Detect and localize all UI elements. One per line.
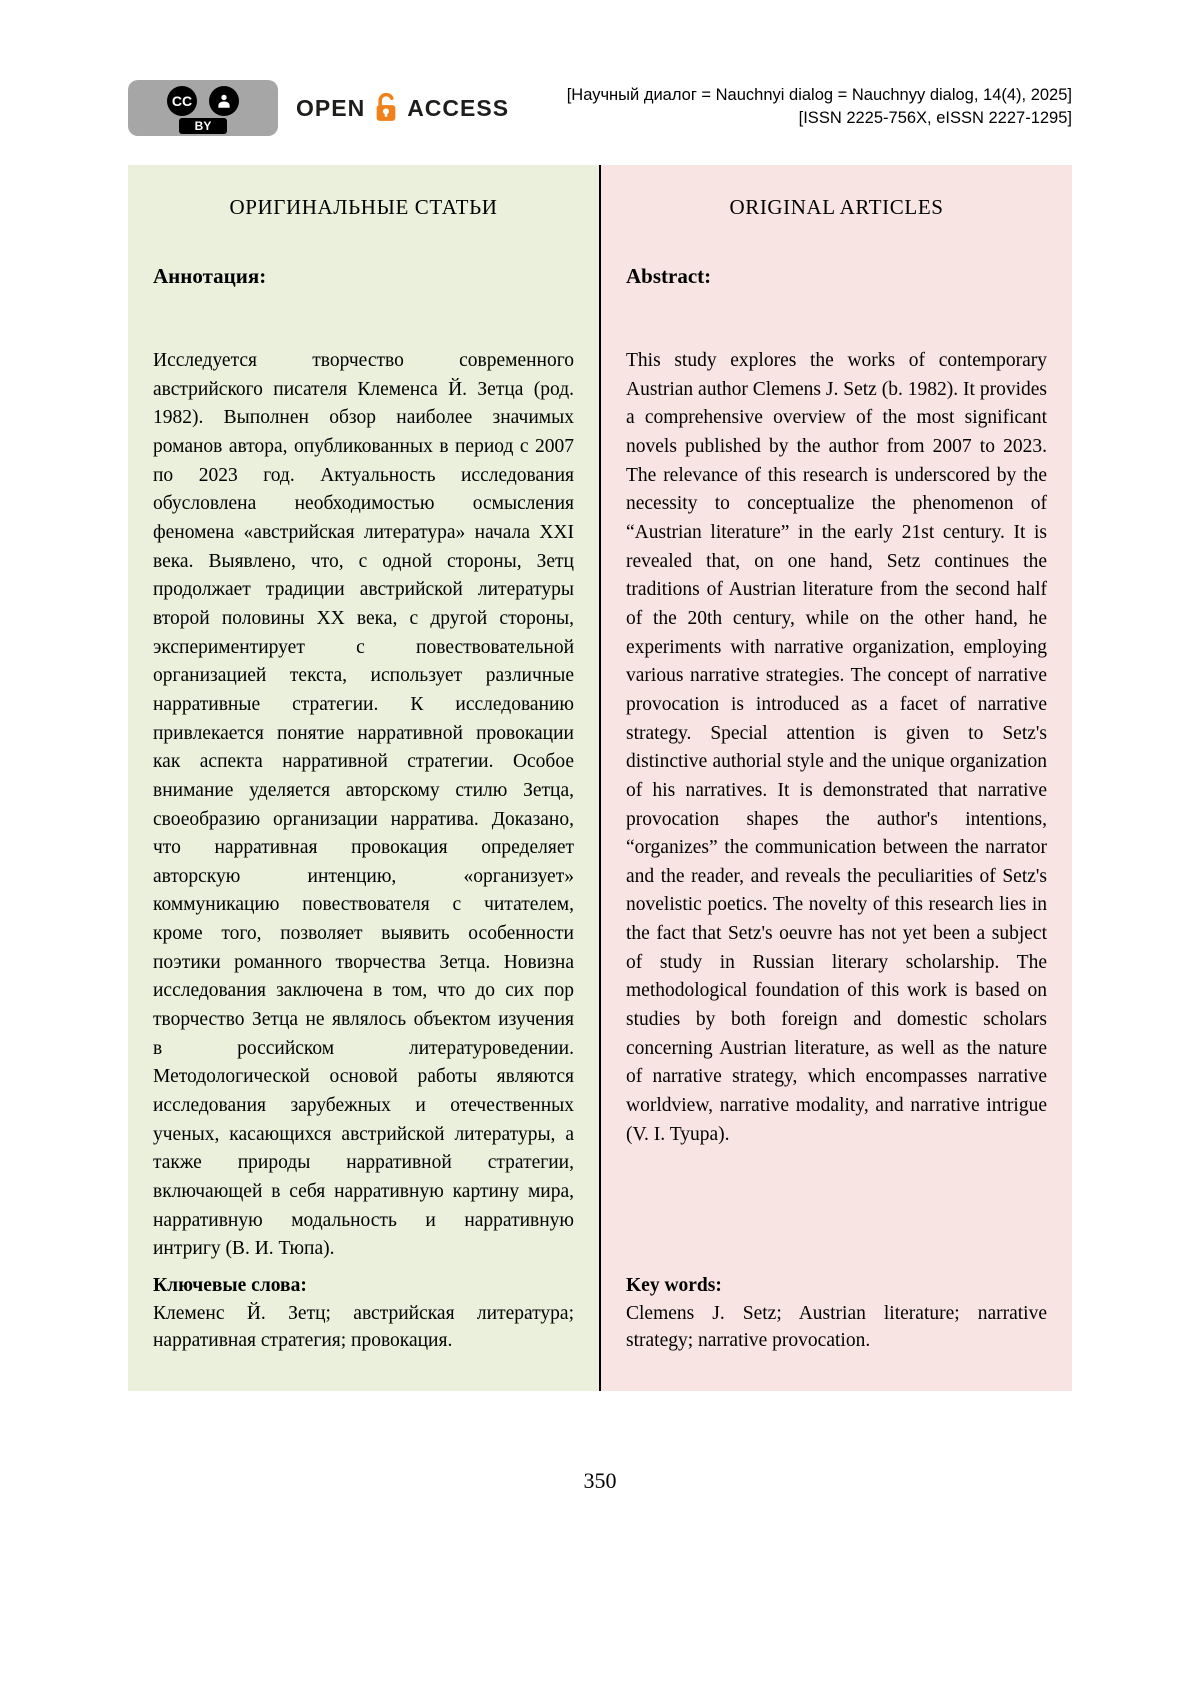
keywords-block-ru — [153, 1272, 574, 1355]
abstract-text-en: This study explores the works of contemporary Austrian author Clemens J. Setz (b. 1982). It provides a comprehensive overview of the most significant novels published by the author from 2007 to 2023. The relevance of this research is underscored by the necessity to conceptualize the phenomenon of “Austrian literature” in the early 21st century. It is revealed that, on one hand, Setz continues the traditions of Austrian literature from the second half of the 20th century, while on the other hand, he experiments with narrative organization, employing various narrative strategies. The concept of narrative provocation is introduced as a facet of narrative strategy. Special attention is given to Setz's distinctive authorial style and the unique organization of his narratives. It is demonstrated that narrative provocation shapes the author's intentions, “organizes” the communication between the narrator and the reader, and reveals the peculiarities of Setz's novelistic poetics. The novelty of this research lies in the fact that Setz's oeuvre has not yet been a subject of study in Russian literary scholarship. The methodological foundation of this work is based on studies by both foreign and domestic scholars concerning Austrian literature, as well as the nature of narrative strategy, which encompasses narrative worldview, narrative modality, and narrative intrigue (V. I. Tyupa). — [626, 350, 1047, 1145]
masthead — [128, 78, 1072, 148]
abstract-text-ru: Исследуется творчество современного австрийского писателя Клеменса Й. Зетца (род. 1982). Выполнен обзор наиболее значимых романов автора, опубликованных в период с 2007 по 2023 год. Актуальность исследования обусловлена необходимостью осмысления феномена «австрийская литература» начала XXI века. Выявлено, что, с одной стороны, Зетц продолжает традиции австрийской литературы второй половины XX века, с другой стороны, экспериментирует с повествовательной организацией текста, использует различные нарративные стратегии. К исследованию привлекается понятие нарративной провокации как аспекта нарративной стратегии. Особое внимание уделяется авторскому стилю Зетца, своеобразию организации нарратива. Доказано, что нарративная провокация определяет авторскую интенцию, «организует» коммуникацию повествователя с читателем, кроме того, позволяет выявить особенности поэтики романного творчества Зетца. Новизна исследования заключена в том, что до сих пор творчество Зетца не являлось объектом изучения в российском литературоведении. Методологической основой работы являются исследования зарубежных и отечественных ученых, касающихся австрийской литературы, а также природы нарративной стратегии, включающей в себя нарративную картину мира, нарративную модальность и нарративную интригу (В. И. Тюпа). — [153, 350, 574, 1260]
license-badges — [128, 80, 509, 136]
keywords-text-en: Clemens J. Setz; Austrian literature; narrative strategy; narrative provocation. — [626, 1302, 1047, 1352]
keywords-label-en: Key words: — [626, 1274, 722, 1296]
open-lock-icon — [372, 91, 400, 125]
journal-issn-line: [ISSN 2225-756X, eISSN 2227-1295] — [798, 109, 1072, 127]
cc-circles — [167, 86, 239, 116]
russian-column — [128, 165, 599, 1391]
section-title-ru: ОРИГИНАЛЬНЫЕ СТАТЬИ — [229, 195, 498, 219]
open-access-logo — [296, 91, 509, 125]
abstract-label-en: Abstract: — [626, 264, 712, 288]
journal-citation — [567, 84, 1072, 130]
keywords-label-ru: Ключевые слова: — [153, 1274, 307, 1296]
english-column — [601, 165, 1072, 1391]
open-access-access-label: ACCESS — [407, 94, 510, 121]
keywords-text-ru: Клеменс Й. Зетц; австрийская литература; нарративная стратегия; провокация. — [153, 1302, 574, 1352]
attribution-person-icon — [209, 86, 239, 116]
cc-by-label: BY — [179, 118, 228, 134]
section-title-en: ORIGINAL ARTICLES — [729, 195, 944, 219]
cc-icon: CC — [167, 86, 197, 116]
abstract-columns — [128, 165, 1072, 1391]
page-number: 350 — [583, 1468, 617, 1493]
abstract-label-ru: Аннотация: — [153, 264, 267, 288]
open-access-open-label: OPEN — [296, 94, 366, 121]
keywords-block-en — [626, 1272, 1047, 1355]
journal-title-line: [Научный диалог = Nauchnyi dialog = Nauchnyy dialog, 14(4), 2025] — [566, 86, 1072, 104]
cc-by-badge — [128, 80, 278, 136]
